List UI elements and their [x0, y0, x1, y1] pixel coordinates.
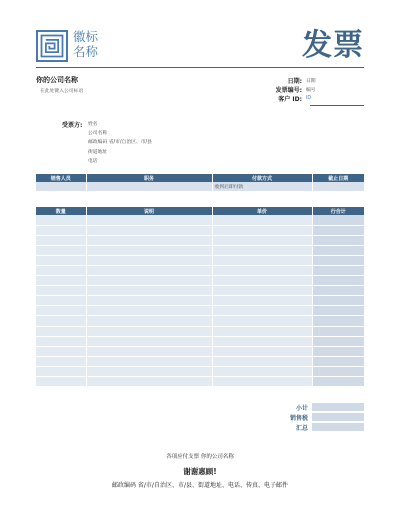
items-row: [36, 245, 364, 255]
items-cell[interactable]: [212, 366, 312, 376]
items-cell[interactable]: [86, 346, 212, 356]
items-body: [36, 215, 364, 387]
items-cell[interactable]: [36, 377, 86, 387]
meta-value: 日期: [306, 79, 316, 84]
logo-mark: [36, 30, 68, 62]
items-cell[interactable]: [86, 225, 212, 235]
items-cell[interactable]: [36, 336, 86, 346]
bill-to-company: 公司名称: [88, 131, 108, 137]
items-cell[interactable]: [36, 225, 86, 235]
totals-value[interactable]: [312, 413, 364, 422]
meta-value: 编号: [306, 88, 316, 93]
items-row: [36, 265, 364, 275]
items-cell[interactable]: [86, 276, 212, 286]
items-header-cell: 说明: [86, 207, 212, 215]
items-cell[interactable]: [36, 286, 86, 296]
items-cell[interactable]: [36, 276, 86, 286]
items-row: [36, 377, 364, 387]
logo-line-1: 徽标: [73, 29, 99, 44]
meta-label: 客户 ID:: [278, 96, 302, 103]
items-row: [36, 255, 364, 265]
summary-cell[interactable]: [312, 182, 364, 191]
items-cell[interactable]: [86, 255, 212, 265]
items-cell[interactable]: [86, 336, 212, 346]
items-cell[interactable]: [212, 377, 312, 387]
meta-divider: [310, 105, 364, 106]
items-cell[interactable]: [212, 356, 312, 366]
items-header-row: [36, 207, 364, 215]
document-title: 发票: [302, 28, 364, 63]
footer-checks-payable: 各项应付支票 你的公司名称: [166, 454, 234, 460]
footer-thanks: 谢谢惠顾!: [183, 467, 217, 476]
totals-label: 汇总: [295, 424, 308, 432]
items-row: [36, 296, 364, 306]
maze-logo-icon: [38, 32, 66, 60]
items-row: [36, 336, 364, 346]
items-header-cell: 单价: [212, 207, 312, 215]
items-cell[interactable]: [86, 366, 212, 376]
items-cell[interactable]: [312, 336, 364, 346]
items-cell[interactable]: [212, 316, 312, 326]
meta-row-customer-id: [220, 94, 340, 103]
summary-header-row: [36, 174, 364, 182]
items-cell[interactable]: [312, 265, 364, 275]
items-cell[interactable]: [86, 306, 212, 316]
items-cell[interactable]: [86, 316, 212, 326]
bill-to-phone: 电话: [88, 158, 98, 164]
company-name: 你的公司名称: [36, 76, 78, 84]
items-cell[interactable]: [86, 296, 212, 306]
items-cell[interactable]: [36, 255, 86, 265]
items-cell[interactable]: [312, 245, 364, 255]
totals-label: 销售税: [289, 414, 308, 422]
items-header-cell: 行合计: [312, 207, 364, 215]
summary-row: [36, 182, 364, 191]
header-divider: [36, 67, 364, 68]
items-header-cell: 数量: [36, 207, 86, 215]
items-cell[interactable]: [312, 316, 364, 326]
bill-to-name: 姓名: [88, 122, 98, 127]
items-cell[interactable]: [212, 265, 312, 275]
invoice-meta: [220, 76, 340, 103]
items-row: [36, 316, 364, 326]
items-cell[interactable]: [212, 225, 312, 235]
items-cell[interactable]: [36, 356, 86, 366]
meta-value: ID: [306, 96, 312, 101]
totals-value[interactable]: [312, 423, 364, 432]
company-slogan: 在此处键入公司标语: [40, 89, 84, 94]
items-row: [36, 215, 364, 225]
bill-to-lines: [88, 120, 152, 166]
items-cell[interactable]: [212, 255, 312, 265]
bill-to-postal: 邮政编码 省/市/自治区、市/县: [88, 140, 152, 146]
items-cell[interactable]: [36, 306, 86, 316]
items-cell[interactable]: [312, 326, 364, 336]
meta-label: 日期:: [287, 78, 302, 85]
totals-row-subtotal: [270, 402, 364, 412]
items-row: [36, 235, 364, 245]
items-cell[interactable]: [36, 235, 86, 245]
summary-cell[interactable]: [86, 182, 212, 191]
items-cell[interactable]: [212, 346, 312, 356]
items-row: [36, 366, 364, 376]
items-cell[interactable]: [86, 326, 212, 336]
items-row: [36, 306, 364, 316]
items-cell[interactable]: [312, 366, 364, 376]
items-cell[interactable]: [212, 326, 312, 336]
bill-to-street: 街道地址: [88, 149, 108, 155]
items-cell[interactable]: [212, 276, 312, 286]
items-row: [36, 346, 364, 356]
items-cell[interactable]: [36, 215, 86, 225]
summary-table: [36, 174, 364, 192]
items-cell[interactable]: [312, 225, 364, 235]
summary-cell[interactable]: 收到后即付款: [212, 182, 312, 191]
meta-row-date: [220, 76, 340, 85]
items-cell[interactable]: [86, 356, 212, 366]
items-cell[interactable]: [312, 276, 364, 286]
items-cell[interactable]: [312, 235, 364, 245]
summary-header-cell: 截止日期: [312, 174, 364, 182]
summary-cell[interactable]: [36, 182, 86, 191]
items-row: [36, 225, 364, 235]
items-row: [36, 356, 364, 366]
items-cell[interactable]: [212, 215, 312, 225]
items-cell[interactable]: [86, 377, 212, 387]
items-cell[interactable]: [36, 326, 86, 336]
meta-row-invoice-number: [220, 85, 340, 94]
items-cell[interactable]: [86, 265, 212, 275]
items-cell[interactable]: [212, 235, 312, 245]
footer-address: 邮政编码 省/市/自治区、市/县、街道地址、电话、传真、电子邮件: [112, 482, 288, 489]
items-row: [36, 286, 364, 296]
items-cell[interactable]: [212, 286, 312, 296]
items-cell[interactable]: [86, 235, 212, 245]
summary-header-cell: 职务: [86, 174, 212, 182]
items-cell[interactable]: [86, 245, 212, 255]
items-cell[interactable]: [312, 215, 364, 225]
items-cell[interactable]: [86, 286, 212, 296]
items-cell[interactable]: [212, 336, 312, 346]
totals-row-sales-tax: [270, 412, 364, 422]
items-row: [36, 276, 364, 286]
items-row: [36, 326, 364, 336]
items-cell[interactable]: [212, 245, 312, 255]
totals-block: [270, 402, 364, 432]
items-cell[interactable]: [312, 306, 364, 316]
items-cell[interactable]: [312, 255, 364, 265]
totals-row-total: [270, 422, 364, 432]
items-cell[interactable]: [36, 245, 86, 255]
items-table: [36, 207, 364, 387]
items-cell[interactable]: [86, 215, 212, 225]
meta-label: 发票编号:: [275, 87, 302, 94]
items-cell[interactable]: [36, 316, 86, 326]
items-cell[interactable]: [212, 296, 312, 306]
bill-to-label: 受票方:: [62, 122, 83, 129]
summary-header-cell: 付款方式: [212, 174, 312, 182]
summary-header-cell: 销售人员: [36, 174, 86, 182]
totals-label: 小计: [295, 404, 308, 412]
items-cell[interactable]: [312, 286, 364, 296]
items-cell[interactable]: [36, 346, 86, 356]
totals-value[interactable]: [312, 403, 364, 412]
items-cell[interactable]: [312, 377, 364, 387]
items-cell[interactable]: [312, 356, 364, 366]
items-cell[interactable]: [36, 296, 86, 306]
items-cell[interactable]: [36, 265, 86, 275]
items-cell[interactable]: [312, 296, 364, 306]
items-cell[interactable]: [36, 366, 86, 376]
logo-line-2: 名称: [73, 44, 99, 59]
items-cell[interactable]: [212, 306, 312, 316]
logo-text: [73, 29, 98, 59]
items-cell[interactable]: [312, 346, 364, 356]
